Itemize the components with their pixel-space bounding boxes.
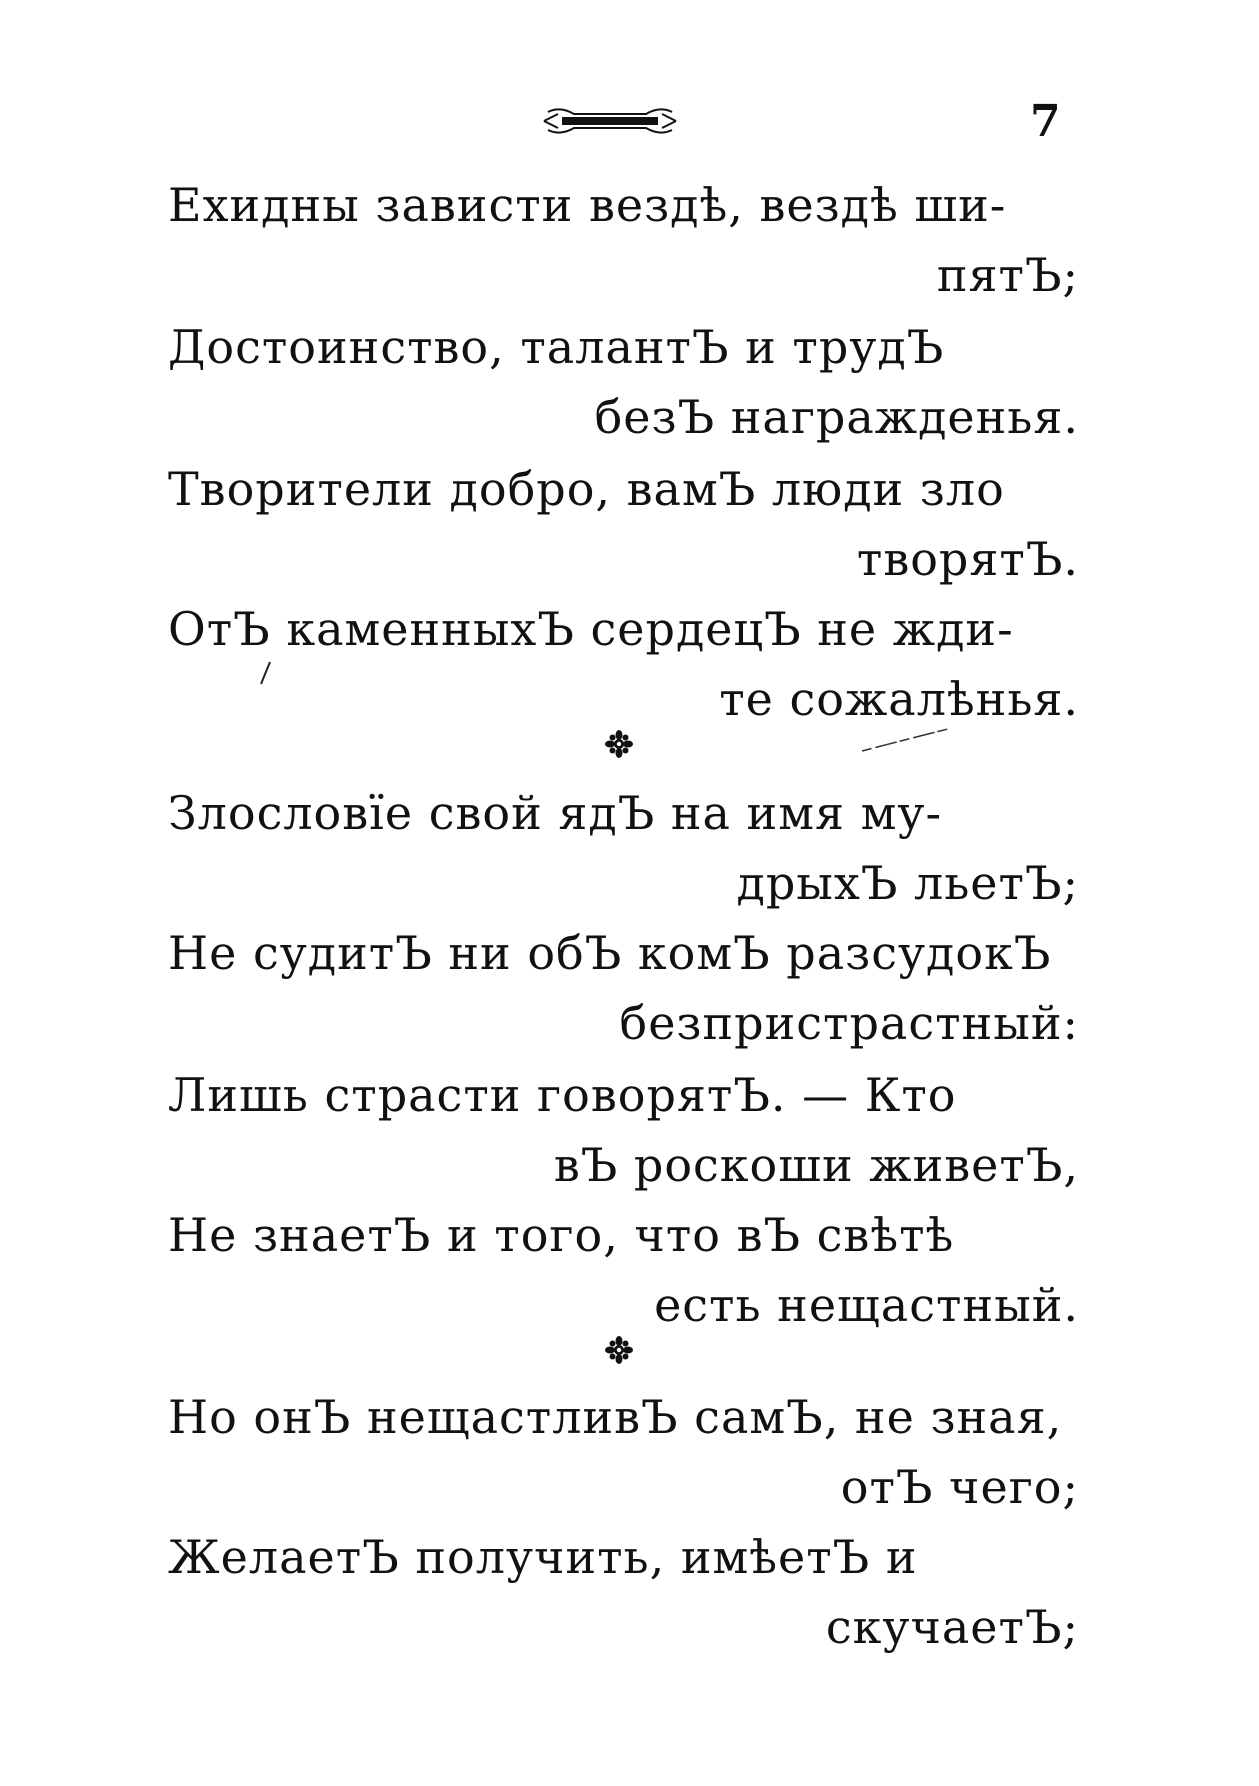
- header-ornament-icon: [540, 104, 680, 138]
- verse-line: скучаетЪ;: [825, 1600, 1079, 1654]
- verse-line: пятЪ;: [936, 248, 1079, 302]
- flower-icon: [605, 730, 633, 758]
- verse-line: безЪ награжденья.: [594, 390, 1079, 444]
- verse-line: ОтЪ каменныхЪ сердецЪ не жди-: [168, 602, 1014, 656]
- verse-line: Достоинство, талантЪ и трудЪ: [168, 320, 945, 374]
- verse-line: творятЪ.: [856, 532, 1079, 586]
- verse-line: дрыхЪ льетЪ;: [736, 856, 1079, 910]
- ink-mark: [258, 660, 272, 686]
- verse-line: Лишь страсти говорятЪ. — Кто: [168, 1068, 957, 1122]
- verse-line: Творители добро, вамЪ люди зло: [168, 462, 1005, 516]
- verse-line: Не судитЪ ни обЪ комЪ разсудокЪ: [168, 926, 1052, 980]
- verse-line: те сожалѣнья.: [719, 672, 1079, 726]
- verse-line: вЪ роскоши живетЪ,: [553, 1138, 1079, 1192]
- verse-line: отЪ чего;: [840, 1460, 1079, 1514]
- ink-mark: [860, 725, 950, 755]
- verse-line: Злословїе свой ядЪ на имя му-: [168, 786, 943, 840]
- verse-line: ЖелаетЪ получить, имѣетЪ и: [168, 1530, 918, 1584]
- verse-line: безпристрастный:: [619, 996, 1079, 1050]
- page-number: 7: [1030, 96, 1061, 147]
- verse-line: есть нещастный.: [654, 1278, 1079, 1332]
- verse-line: Ехидны зависти вездѣ, вездѣ ши-: [168, 178, 1007, 232]
- flower-icon: [605, 1336, 633, 1364]
- verse-line: Но онЪ нещастливЪ самЪ, не зная,: [168, 1390, 1063, 1444]
- verse-line: Не знаетЪ и того, что вЪ свѣтѣ: [168, 1208, 955, 1262]
